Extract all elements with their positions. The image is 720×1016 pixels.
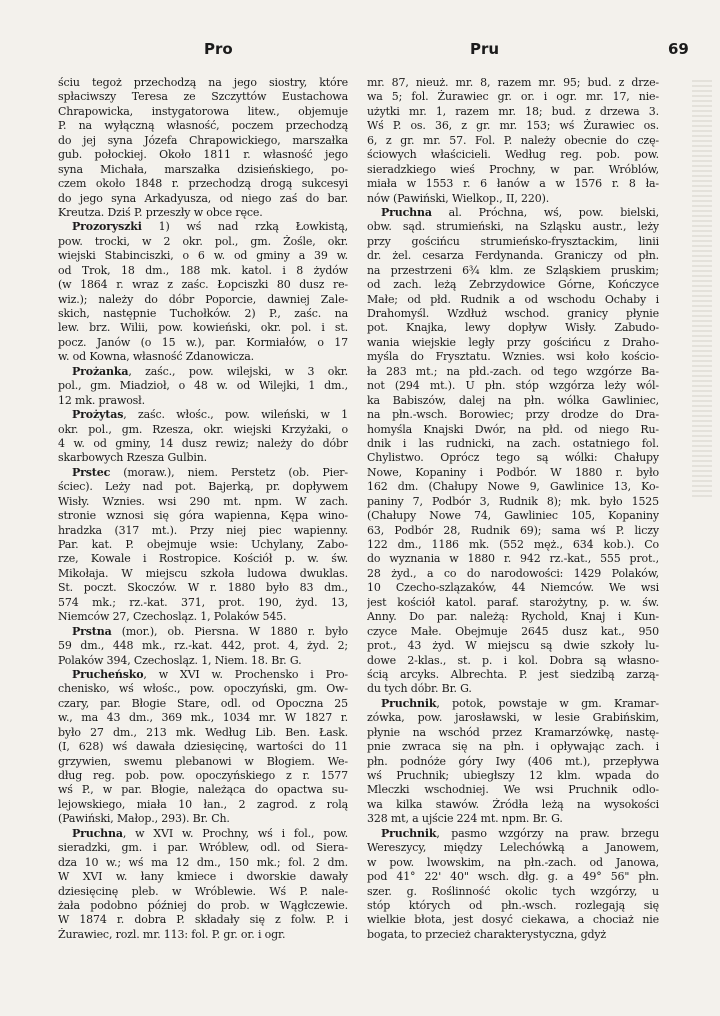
text-line: dziesięcinę pleb. w Wróblewie. Wś P. nale- <box>58 884 348 898</box>
text-line: Wereszycy, między Lelechówką a Janowem, <box>367 841 659 855</box>
text-line: Żurawiec, rozl. mr. 113: fol. P. gr. or. i ogr. <box>58 927 286 941</box>
text-line: od Trok, 18 dm., 188 mk. katol. i 8 żydów <box>58 263 348 277</box>
text-line: płynie na wschód przez Kramarzówkę, nastę- <box>367 725 659 739</box>
text-line: ściowych właścicieli. Według reg. pob. pow. <box>367 148 659 162</box>
text-line: (I, 628) wś dawała dziesięcinę, wartości do 11 <box>58 740 348 754</box>
running-header <box>0 40 720 64</box>
entry-headword: Prozoryszki <box>72 220 142 234</box>
text-line: pocz. Janów (o 15 w.), par. Kormiałów, o 17 <box>58 335 348 349</box>
text-line: dr. żel. cesarza Ferdynanda. Graniczy od płn. <box>367 249 659 263</box>
text-line: ka Babiszów, dalej na płn. wólka Gawliniec, <box>367 393 659 407</box>
text-line: 28 żyd., a co do narodowości: 1429 Polaków, <box>367 566 659 580</box>
text-line: wiz.); należy do dóbr Poporcie, dawniej Zale- <box>58 292 348 306</box>
text-line: pow. trocki, w 2 okr. pol., gm. Żośle, okr. <box>58 234 348 248</box>
text-line: P. na wyłączną własność, poczem przechodzą <box>58 119 348 133</box>
text-line: syna Michała, marszałka dzisieńskiego, po- <box>58 162 348 176</box>
entry-headword: Pruchnik <box>381 696 437 710</box>
text-line: dnik i las rudnicki, na zach. ostatniego fol. <box>367 436 659 450</box>
text-line: czem około 1848 r. przechodzą drogą sukcesyi <box>58 177 348 191</box>
header-left-word: Pro <box>204 40 233 58</box>
text-line: w pow. lwowskim, na płn.-zach. od Janowa, <box>367 855 659 869</box>
page-number: 69 <box>668 40 689 58</box>
page-edge-shadow <box>692 80 712 500</box>
text-line: Prożanka, zaśc., pow. wilejski, w 3 okr. <box>72 364 348 378</box>
text-line: (Chałupy Nowe 74, Gawliniec 105, Kopaniny <box>367 509 659 523</box>
text-line: Polaków 394, Czechosląz. 1, Niem. 18. Br. G. <box>58 653 302 667</box>
text-line: miała w 1553 r. 6 łanów a w 1576 r. 8 ła- <box>367 177 659 191</box>
text-line: 122 dm., 1186 mk. (552 męż., 634 kob.). Co <box>367 538 659 551</box>
text-line: Prucheńsko, w XVI w. Prochensko i Pro- <box>72 667 348 681</box>
text-line: czary, par. Błogie Stare, odl. od Opoczna 25 <box>58 696 348 710</box>
text-line: Wisły. Wznies. wsi 290 mt. npm. W zach. <box>58 494 348 508</box>
text-line: żała podobno później do prob. w Wągłczewie. <box>58 898 348 912</box>
entry-headword: Prstna <box>72 624 112 638</box>
text-line: stronie wznosi się góra wapienna, Kępa wino- <box>58 509 348 523</box>
entry-headword: Pruchna <box>72 826 123 840</box>
text-line: okr. pol., gm. Rzesza, okr. wiejski Krzyżaki, o <box>58 422 348 436</box>
text-line: mr. 87, nieuż. mr. 8, razem mr. 95; bud. z drze- <box>367 76 659 89</box>
text-line: wś Pruchnik; ubiegłszy 12 klm. wpada do <box>367 769 659 782</box>
text-line: wś P., w par. Błogie, należąca do opactwa su- <box>58 783 348 797</box>
text-line: wiejski Stabinciszki, o 6 w. od gminy a 39 w. <box>58 249 348 263</box>
text-line: grzywien, swemu plebanowi w Błogiem. We- <box>58 754 348 768</box>
text-line: ściu tegoż przechodzą na jego siostry, które <box>58 76 348 89</box>
text-line: Chrapowicka, instygatorowa litew., objemuje <box>58 104 348 118</box>
text-line: pnie zwraca się na płn. i opływając zach. i <box>367 740 659 754</box>
text-line: szer. g. Roślinność okolic tych wzgórzy, u <box>367 884 659 898</box>
text-line: 328 mt, a ujście 224 mt. npm. Br. G. <box>367 812 563 826</box>
text-line: zówka, pow. jarosławski, w lesie Grabińskim, <box>367 711 659 725</box>
text-line: ściec). Leży nad pot. Bajerką, pr. dopływem <box>58 480 348 494</box>
entry-headword: Prożytas <box>72 408 124 422</box>
text-line: bogata, to przecież charakterystyczna, gdyż <box>367 927 607 941</box>
text-line: skich, następnie Tuchołków. 2) P., zaśc. na <box>58 307 348 320</box>
text-line: jest kościół katol. paraf. starożytny, p. w. św. <box>367 595 659 609</box>
text-line: sieradzkiego wieś Prochny, w par. Wróblów, <box>367 162 659 176</box>
text-line: wa 5; fol. Żurawiec gr. or. i ogr. mr. 17, nie- <box>367 90 659 104</box>
text-line: dza 10 w.; wś ma 12 dm., 150 mk.; fol. 2 dm. <box>58 855 348 869</box>
text-line: (w 1864 r. wraz z zaśc. Łopciszki 80 dusz re- <box>58 278 348 292</box>
text-line: w., ma 43 dm., 369 mk., 1034 mr. W 1827 r. <box>58 711 348 725</box>
text-line: ścią arcyks. Albrechta. P. jest siedzibą zarzą- <box>367 667 659 681</box>
entry-headword: Prożanka <box>72 364 129 378</box>
text-line: Małe; od płd. Rudnik a od wschodu Ochaby i <box>367 292 659 306</box>
entry-headword: Prucheńsko <box>72 667 144 681</box>
text-line: do jej syna Józefa Chrapowickiego, marszałka <box>58 133 348 147</box>
text-line: gub. połockiej. Około 1811 r. własność jego <box>58 148 348 162</box>
text-line: na przestrzeni 6¾ klm. ze Szląskiem pruskim; <box>367 263 659 277</box>
text-line: Mikołaja. W miejscu szkoła ludowa dwuklas. <box>58 566 348 580</box>
text-line: Wś P. os. 36, z gr. mr. 153; wś Żurawiec os. <box>367 119 659 133</box>
text-line: lejowskiego, miała 10 łan., 2 zagrod. z rolą <box>58 797 348 811</box>
text-line: spłaciwszy Teresa ze Szczyttów Eustachowa <box>58 90 348 104</box>
text-line: 10 Czecho-szlązaków, 44 Niemców. We wsi <box>367 581 659 595</box>
text-line: Par. kat. P. obejmuje wsie: Uchylany, Zabo- <box>58 538 348 551</box>
header-middle-word: Pru <box>470 40 500 58</box>
text-line: ła 283 mt.; na płd.-zach. od tego wzgórze Ba- <box>367 364 659 378</box>
text-line: not (294 mt.). U płn. stóp wzgórza leży wól- <box>367 379 659 393</box>
text-line: pod 41° 22' 40" wsch. dłg. g. a 49° 56" płn. <box>367 870 659 884</box>
entry-headword: Prstec <box>72 465 111 479</box>
text-line: Prozoryszki 1) wś nad rzką Łowkistą, <box>72 220 348 234</box>
text-line: 59 dm., 448 mk., rz.-kat. 442, prot. 4, żyd. 2; <box>58 639 348 653</box>
text-line: wa kilka stawów. Źródła leżą na wysokości <box>367 797 659 811</box>
text-line: użytki mr. 1, razem mr. 18; bud. z drzewa 3. <box>367 104 659 118</box>
text-line: obw. sąd. strumieński, na Szląsku austr., leży <box>367 220 659 234</box>
text-line: wielkie błota, jest dosyć ciekawa, a chociaż nie <box>367 913 659 927</box>
text-line: było 27 dm., 213 mk. Według Lib. Ben. Łask. <box>58 725 348 739</box>
text-line: du tych dóbr. Br. G. <box>367 682 472 696</box>
text-line: dowe 2-klas., st. p. i kol. Dobra są własno- <box>367 653 659 667</box>
text-line: W 1874 r. dobra P. składały się z folw. P. i <box>58 913 348 927</box>
text-line: 63, Podbór 28, Rudnik 69); sama wś P. liczy <box>367 523 659 537</box>
left-text-column <box>58 76 348 996</box>
text-line: do jego syna Arkadyusza, od niego zaś do bar. <box>58 191 348 205</box>
text-line: przy gościńcu strumieńsko-frysztackim, linii <box>367 234 659 248</box>
right-text-column <box>367 76 659 996</box>
text-line: lew. brz. Wilii, pow. kowieński, okr. pol. i st. <box>58 321 348 335</box>
text-line: sieradzki, gm. i par. Wróblew, odl. od Siera- <box>58 841 348 855</box>
text-line: Prstna (mor.), ob. Piersna. W 1880 r. było <box>72 624 348 638</box>
text-line: Prstec (moraw.), niem. Perstetz (ob. Pier- <box>72 465 348 479</box>
text-line: prot., 43 żyd. W miejscu są dwie szkoły lu- <box>367 639 659 653</box>
text-line: 4 w. od gminy, 14 dusz rewiz; należy do dóbr <box>58 436 348 450</box>
text-line: chenisko, wś włośc., pow. opoczyński, gm. Ow- <box>58 682 348 696</box>
text-line: paniny 7, Podbór 3, Rudnik 8); mk. było 1525 <box>367 494 659 508</box>
text-line: Chylistwo. Oprócz tego są wólki: Chałupy <box>367 451 659 465</box>
text-line: 12 mk. prawosł. <box>58 393 145 407</box>
text-line: Pruchnik, potok, powstaje w gm. Kramar- <box>381 696 659 710</box>
text-line: 6, z gr. mr. 57. Fol. P. należy obecnie do czę- <box>367 133 659 147</box>
text-line: stóp których od płn.-wsch. rozlegają się <box>367 898 659 912</box>
text-line: Pruchna, w XVI w. Prochny, wś i fol., pow. <box>72 826 348 840</box>
text-line: hradzka (317 mt.). Przy niej piec wapienny. <box>58 523 348 537</box>
text-line: Drahomyśl. Wzdłuż wschod. granicy płynie <box>367 307 659 320</box>
text-line: Mleczki wschodniej. We wsi Pruchnik odlo- <box>367 783 659 797</box>
text-line: Niemców 27, Czechosląz. 1, Polaków 545. <box>58 610 287 624</box>
text-line: Pruchna al. Próchna, wś, pow. bielski, <box>381 205 659 219</box>
text-line: skarbowych Rzesza Gulbin. <box>58 451 208 465</box>
text-line: W XVI w. łany kmiece i dworskie dawały <box>58 870 348 884</box>
text-line: Anny. Do par. należą: Rychold, Knaj i Kun- <box>367 610 659 624</box>
text-line: rze, Kowale i Rostropice. Kościół p. w. św. <box>58 552 348 566</box>
text-line: dług reg. pob. pow. opoczyńskiego z r. 1577 <box>58 769 348 782</box>
text-line: pol., gm. Miadzioł, o 48 w. od Wilejki, 1 dm., <box>58 379 348 393</box>
text-line: St. poczt. Skoczów. W r. 1880 było 83 dm., <box>58 581 348 595</box>
entry-headword: Pruchnik <box>381 826 437 840</box>
text-line: (Pawiński, Małop., 293). Br. Ch. <box>58 812 230 826</box>
text-line: homyśla Knajski Dwór, na płd. od niego Ru- <box>367 422 659 436</box>
text-line: do wyznania w 1880 r. 942 rz.-kat., 555 prot., <box>367 552 659 566</box>
text-line: Prożytas, zaśc. włośc., pow. wileński, w 1 <box>72 408 348 422</box>
text-line: w. od Kowna, własność Zdanowicza. <box>58 350 254 364</box>
text-line: Pruchnik, pasmo wzgórzy na praw. brzegu <box>381 826 659 840</box>
text-line: Kreutza. Dziś P. przeszły w obce ręce. <box>58 205 263 219</box>
text-line: czyce Małe. Obejmuje 2645 dusz kat., 950 <box>367 624 659 638</box>
entry-headword: Pruchna <box>381 205 432 219</box>
text-line: wania wiejskie legły przy gościńcu z Draho- <box>367 335 659 349</box>
text-line: Nowe, Kopaniny i Podbór. W 1880 r. było <box>367 465 659 479</box>
text-line: od zach. leżą Zebrzydowice Górne, Kończyce <box>367 278 659 292</box>
text-line: 574 mk.; rz.-kat. 371, prot. 190, żyd. 13, <box>58 595 348 609</box>
text-line: 162 dm. (Chałupy Nowe 9, Gawlinice 13, Ko- <box>367 480 659 494</box>
text-line: na płn.-wsch. Borowiec; przy drodze do Dra- <box>367 408 659 422</box>
text-line: pot. Knajka, lewy dopływ Wisły. Zabudo- <box>367 321 659 335</box>
text-line: myśla do Frysztatu. Wznies. wsi koło kościo- <box>367 350 659 364</box>
text-line: płn. podnóże góry Iwy (406 mt.), przepływa <box>367 754 659 768</box>
text-line: nów (Pawiński, Wielkop., II, 220). <box>367 191 550 205</box>
